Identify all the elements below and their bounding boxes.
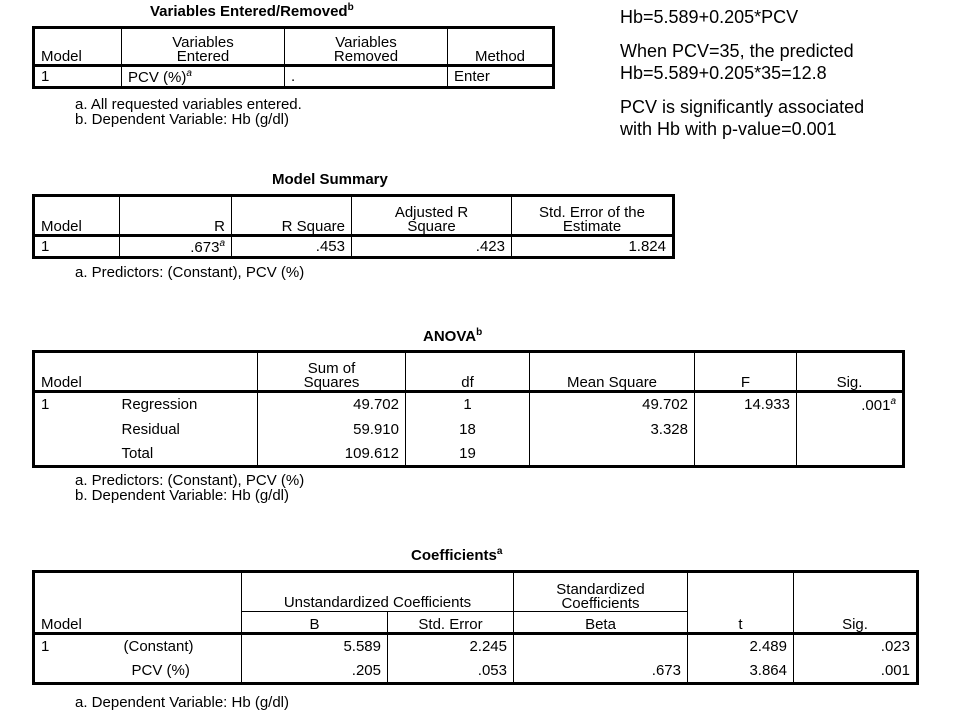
anova-title: ANOVA$^b$ <box>423 327 483 345</box>
header-b: B <box>242 612 388 634</box>
cell-model <box>34 442 116 467</box>
header-sum-of-squares: Sum of Squares <box>258 352 406 392</box>
cell-ss: 109.612 <box>258 442 406 467</box>
cell-model: 1 <box>34 236 120 258</box>
header-std-error: Std. Error of the Estimate <box>512 196 674 236</box>
cell-beta <box>514 634 688 659</box>
header-sig: Sig. <box>797 352 904 392</box>
cell-term: (Constant) <box>118 634 242 659</box>
header-sig-top <box>794 572 918 612</box>
cell-f <box>695 442 797 467</box>
header-model-top <box>34 572 118 612</box>
cell-b: .205 <box>242 659 388 684</box>
cell-method: Enter <box>448 66 554 88</box>
header-model: Model <box>34 612 118 634</box>
cell-model <box>34 659 118 684</box>
header-unstandardized-coefficients: Unstandardized Coefficients <box>242 572 514 612</box>
variables-note-a: a. All requested variables entered. <box>75 96 302 113</box>
coefficients-title: Coefficients$^a$ <box>411 546 503 564</box>
cell-term: PCV (%) <box>118 659 242 684</box>
header-t-top <box>688 572 794 612</box>
header-r-square: R Square <box>232 196 352 236</box>
cell-source: Total <box>116 442 258 467</box>
cell-beta: .673 <box>514 659 688 684</box>
cell-ss: 59.910 <box>258 417 406 442</box>
header-source <box>118 612 242 634</box>
header-mean-square: Mean Square <box>530 352 695 392</box>
cell-removed: . <box>285 66 448 88</box>
header-variables-removed: Variables Removed <box>285 28 448 66</box>
cell-se: 2.245 <box>388 634 514 659</box>
header-source <box>116 352 258 392</box>
cell-t: 2.489 <box>688 634 794 659</box>
header-t: t <box>688 612 794 634</box>
prediction-text-1: When PCV=35, the predicted <box>620 41 854 61</box>
cell-b: 5.589 <box>242 634 388 659</box>
cell-f: 14.933 <box>695 392 797 417</box>
cell-sig <box>797 442 904 467</box>
cell-entered: PCV (%)$^a$ <box>122 66 285 88</box>
cell-r-square: .453 <box>232 236 352 258</box>
header-std-error: Std. Error <box>388 612 514 634</box>
variables-note-b: b. Dependent Variable: Hb (g/dl) <box>75 111 290 128</box>
anova-note-b: b. Dependent Variable: Hb (g/dl) <box>75 487 290 504</box>
header-method: Method <box>448 28 554 66</box>
side-annotations <box>620 6 864 140</box>
cell-df: 1 <box>406 392 530 417</box>
header-model: Model <box>34 196 120 236</box>
header-variables-entered: Variables Entered <box>122 28 285 66</box>
header-beta: Beta <box>514 612 688 634</box>
variables-table-title: Variables Entered/Removed$^b$ <box>150 2 354 20</box>
cell-df: 18 <box>406 417 530 442</box>
model-summary-title: Model Summary <box>272 171 388 188</box>
coefficients-table <box>32 570 919 685</box>
cell-f <box>695 417 797 442</box>
cell-ms <box>530 442 695 467</box>
cell-model: 1 <box>34 634 118 659</box>
model-summary-note-a: a. Predictors: (Constant), PCV (%) <box>75 264 305 281</box>
cell-model <box>34 417 116 442</box>
header-model: Model <box>34 352 116 392</box>
cell-ms: 3.328 <box>530 417 695 442</box>
cell-sig <box>797 417 904 442</box>
cell-sig: .001$^a$ <box>797 392 904 417</box>
cell-sig: .001 <box>794 659 918 684</box>
cell-std-error: 1.824 <box>512 236 674 258</box>
header-source-top <box>118 572 242 612</box>
cell-ss: 49.702 <box>258 392 406 417</box>
cell-r: .673$^a$ <box>120 236 232 258</box>
cell-df: 19 <box>406 442 530 467</box>
header-standardized-coefficients: Standardized Coefficients <box>514 572 688 612</box>
cell-model: 1 <box>34 66 122 88</box>
anova-note-a: a. Predictors: (Constant), PCV (%) <box>75 472 305 489</box>
header-f: F <box>695 352 797 392</box>
anova-table <box>32 350 905 468</box>
significance-text-1: PCV is significantly associated <box>620 97 865 117</box>
coefficients-note-a: a. Dependent Variable: Hb (g/dl) <box>75 694 290 711</box>
cell-source: Residual <box>116 417 258 442</box>
header-model: Model <box>34 28 122 66</box>
cell-se: .053 <box>388 659 514 684</box>
cell-t: 3.864 <box>688 659 794 684</box>
header-df: df <box>406 352 530 392</box>
significance-text-2: with Hb with p-value=0.001 <box>620 119 837 139</box>
header-r: R <box>120 196 232 236</box>
prediction-text-2: Hb=5.589+0.205*35=12.8 <box>620 63 827 83</box>
cell-model: 1 <box>34 392 116 417</box>
variables-entered-table <box>32 26 555 89</box>
model-summary-table <box>32 194 675 259</box>
cell-ms: 49.702 <box>530 392 695 417</box>
cell-sig: .023 <box>794 634 918 659</box>
cell-source: Regression <box>116 392 258 417</box>
regression-equation: Hb=5.589+0.205*PCV <box>620 7 799 27</box>
header-adjusted-r-square: Adjusted R Square <box>352 196 512 236</box>
header-sig: Sig. <box>794 612 918 634</box>
cell-adj-r-square: .423 <box>352 236 512 258</box>
